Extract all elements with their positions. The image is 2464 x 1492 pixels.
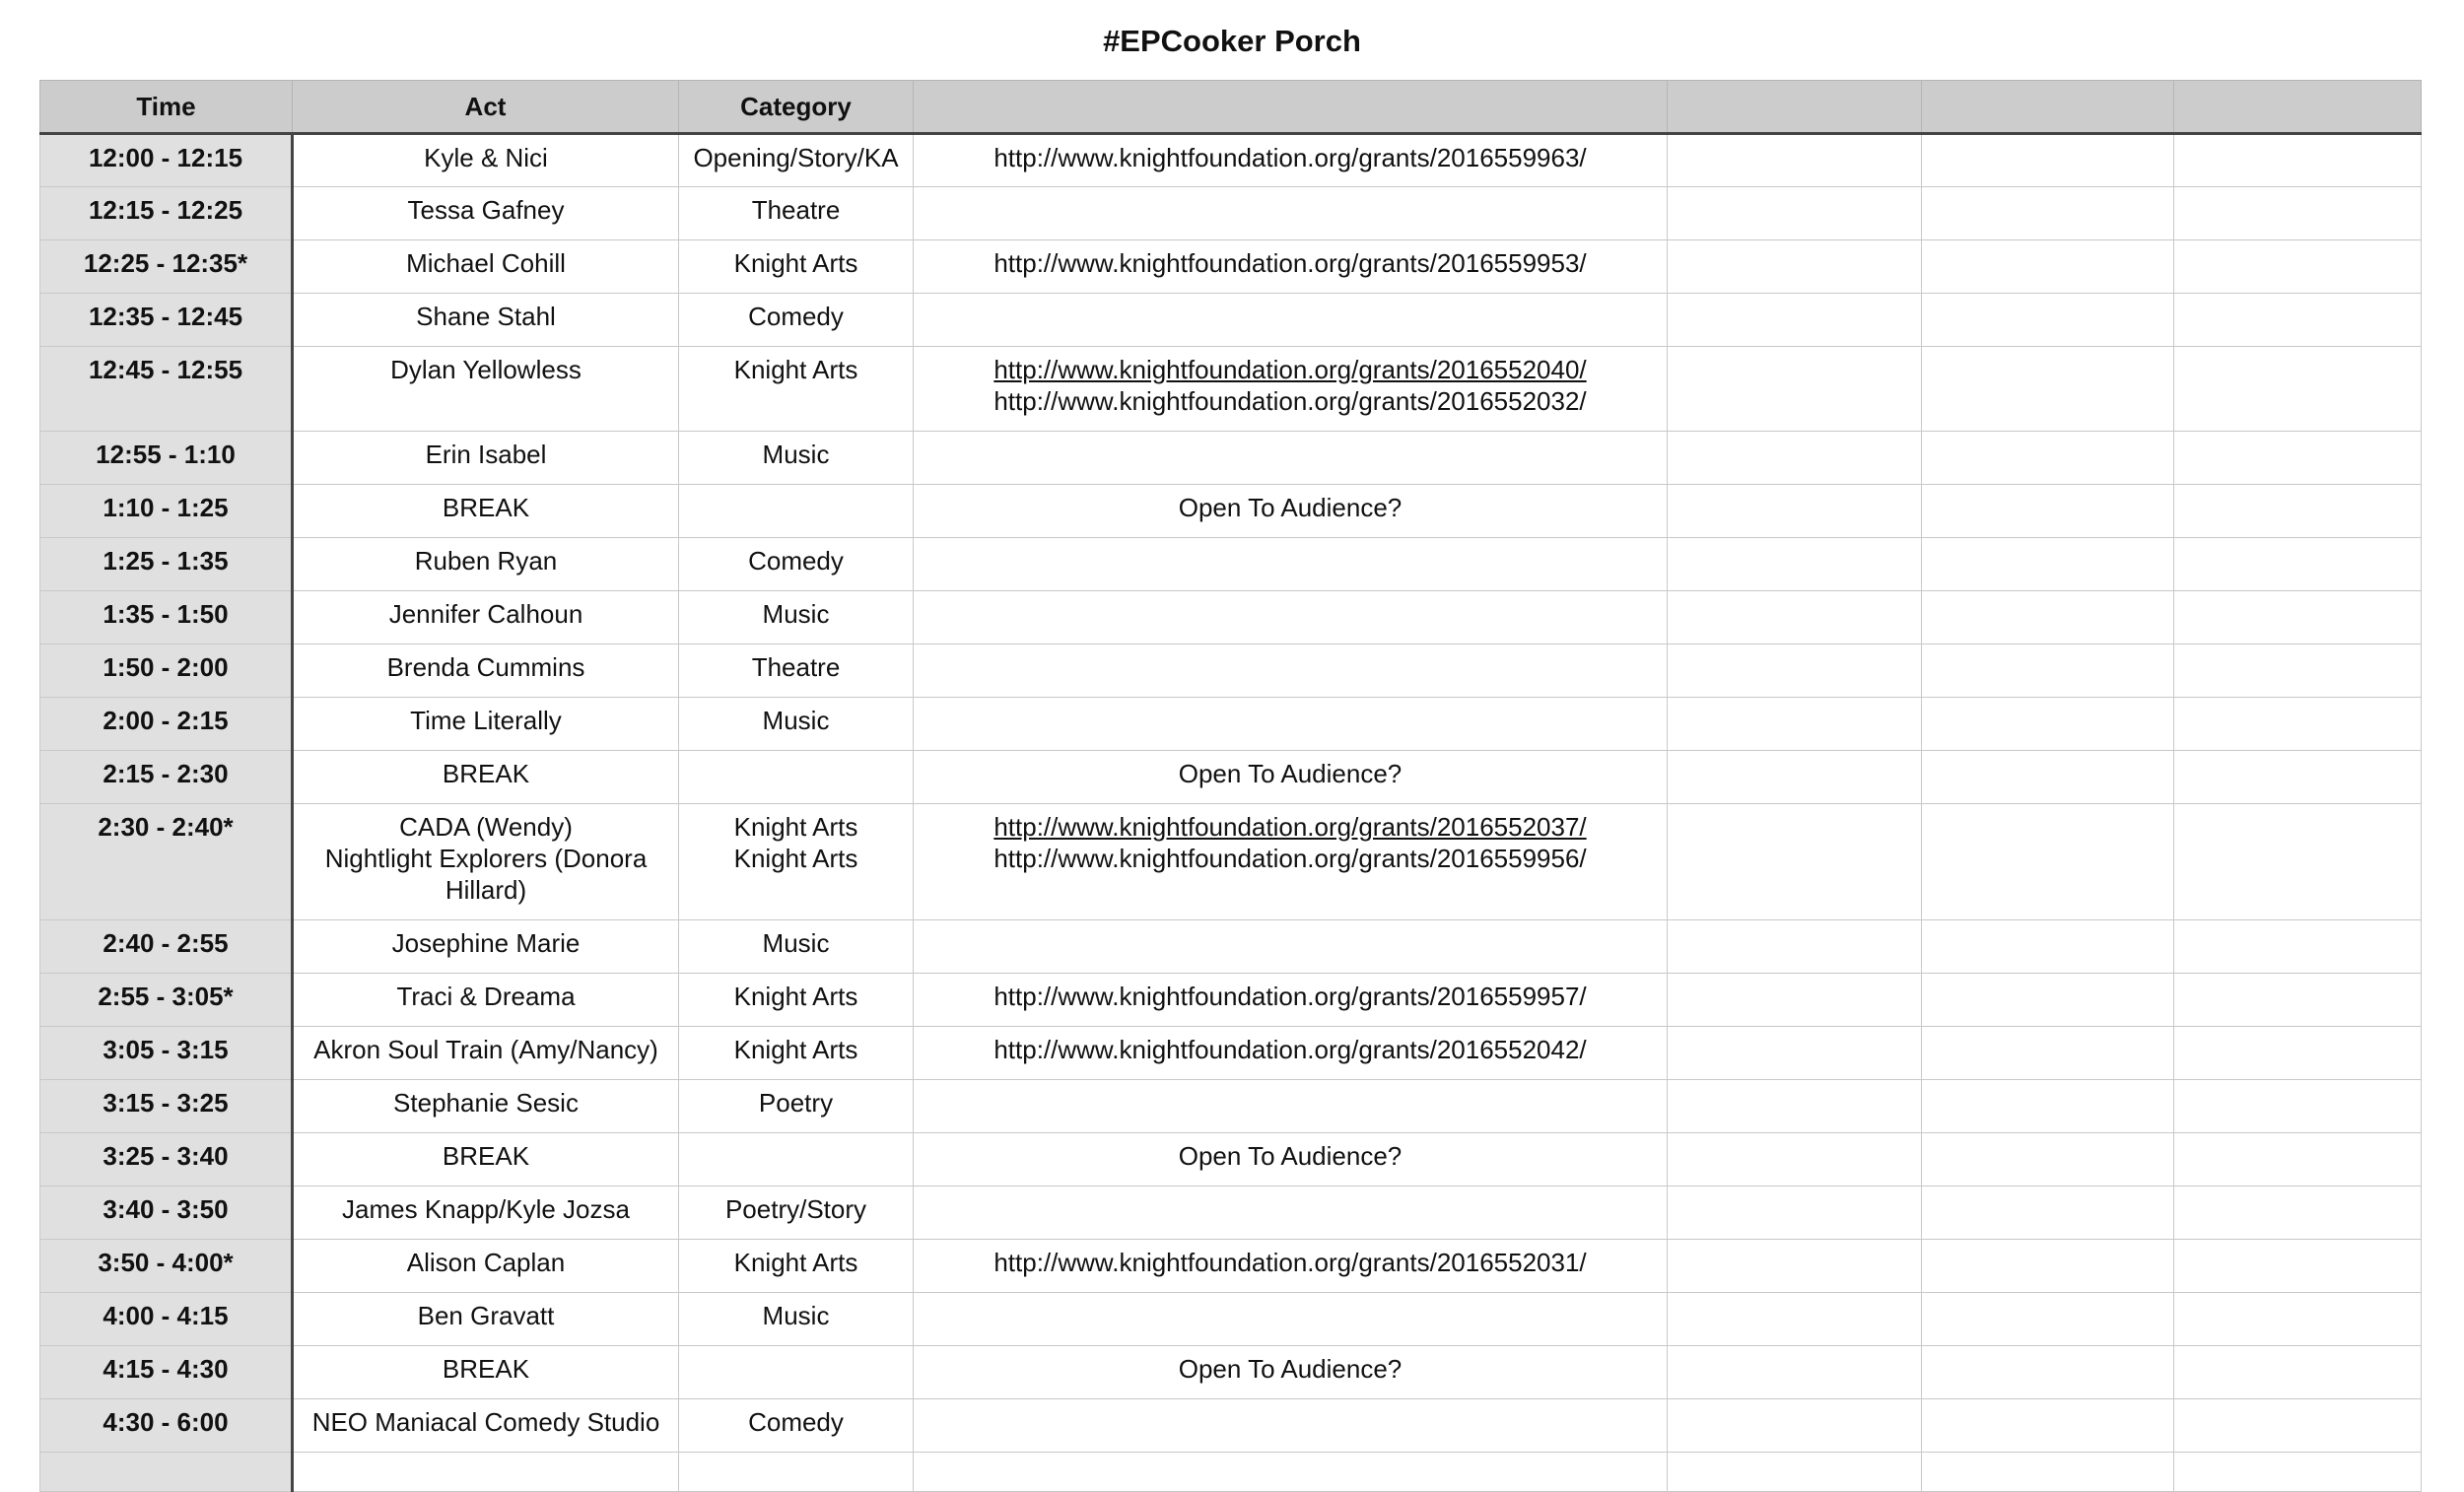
category-line: Theatre bbox=[751, 652, 841, 682]
empty-cell bbox=[1668, 698, 1922, 751]
act-cell bbox=[293, 485, 679, 538]
empty-cell bbox=[1668, 974, 1922, 1027]
act-line: Brenda Cummins bbox=[386, 652, 585, 682]
time-cell: 12:45 - 12:55 bbox=[40, 347, 293, 432]
column-header-blank-5 bbox=[1668, 81, 1922, 134]
grant-link[interactable]: http://www.knightfoundation.org/grants/2016559953/ bbox=[993, 248, 1587, 278]
empty-cell bbox=[1668, 1133, 1922, 1187]
grant-link-cell bbox=[914, 432, 1668, 485]
time-cell: 2:00 - 2:15 bbox=[40, 698, 293, 751]
time-cell: 4:00 - 4:15 bbox=[40, 1293, 293, 1346]
empty-cell bbox=[2174, 804, 2422, 920]
empty-cell bbox=[1922, 644, 2174, 698]
act-cell bbox=[293, 187, 679, 240]
category-line: Knight Arts bbox=[733, 1248, 858, 1277]
act-cell bbox=[293, 1027, 679, 1080]
act-line: Erin Isabel bbox=[425, 440, 547, 469]
grant-link-cell bbox=[914, 134, 1668, 187]
empty-cell bbox=[1668, 294, 1922, 347]
act-cell bbox=[293, 974, 679, 1027]
grant-link-cell bbox=[914, 1027, 1668, 1080]
category-cell bbox=[679, 1240, 914, 1293]
empty-cell bbox=[1668, 1080, 1922, 1133]
table-row bbox=[40, 644, 2422, 698]
table-row bbox=[40, 538, 2422, 591]
empty-cell bbox=[1668, 485, 1922, 538]
empty-cell bbox=[2174, 920, 2422, 974]
grant-link[interactable]: http://www.knightfoundation.org/grants/2016559957/ bbox=[993, 982, 1587, 1011]
category-cell bbox=[679, 920, 914, 974]
break-note-cell bbox=[914, 751, 1668, 804]
act-cell bbox=[293, 591, 679, 644]
empty-cell bbox=[2174, 1080, 2422, 1133]
table-row bbox=[40, 1346, 2422, 1399]
table-row bbox=[40, 804, 2422, 920]
column-header-blank-6 bbox=[1922, 81, 2174, 134]
act-cell bbox=[293, 1399, 679, 1453]
empty-cell bbox=[2174, 591, 2422, 644]
act-line: Time Literally bbox=[410, 706, 562, 735]
act-line: CADA (Wendy) bbox=[399, 812, 573, 842]
empty-cell bbox=[1922, 240, 2174, 294]
category-line: Knight Arts bbox=[733, 982, 858, 1011]
grant-link-cell bbox=[914, 1399, 1668, 1453]
empty-cell bbox=[2174, 1240, 2422, 1293]
grant-link[interactable]: http://www.knightfoundation.org/grants/2016552040/ bbox=[993, 355, 1587, 384]
schedule-table bbox=[39, 80, 2422, 1492]
category-line: Music bbox=[762, 440, 830, 469]
empty-cell bbox=[2174, 1133, 2422, 1187]
category-line: Knight Arts bbox=[733, 844, 858, 873]
empty-cell bbox=[2174, 1293, 2422, 1346]
break-note: Open To Audience? bbox=[1178, 1141, 1403, 1171]
time-cell: 4:15 - 4:30 bbox=[40, 1346, 293, 1399]
grant-link-cell bbox=[914, 1080, 1668, 1133]
category-cell bbox=[679, 1027, 914, 1080]
act-cell bbox=[293, 698, 679, 751]
category-line: Music bbox=[762, 1301, 830, 1330]
grant-link-cell bbox=[914, 187, 1668, 240]
empty-cell bbox=[1922, 347, 2174, 432]
time-cell: 3:50 - 4:00* bbox=[40, 1240, 293, 1293]
break-note-cell bbox=[914, 1133, 1668, 1187]
table-row bbox=[40, 751, 2422, 804]
act-line: Ben Gravatt bbox=[417, 1301, 555, 1330]
empty-cell bbox=[1922, 591, 2174, 644]
table-row bbox=[40, 974, 2422, 1027]
category-line: Music bbox=[762, 599, 830, 629]
category-cell bbox=[679, 1399, 914, 1453]
break-note: Open To Audience? bbox=[1178, 759, 1403, 788]
table-row bbox=[40, 240, 2422, 294]
category-line: Music bbox=[762, 928, 830, 958]
category-cell bbox=[679, 804, 914, 920]
table-row bbox=[40, 591, 2422, 644]
category-cell bbox=[679, 134, 914, 187]
time-cell: 12:35 - 12:45 bbox=[40, 294, 293, 347]
act-cell bbox=[293, 920, 679, 974]
empty-cell bbox=[2174, 294, 2422, 347]
time-cell bbox=[40, 1453, 293, 1492]
category-line: Music bbox=[762, 706, 830, 735]
time-cell: 2:15 - 2:30 bbox=[40, 751, 293, 804]
column-header-category: Category bbox=[679, 81, 914, 134]
category-cell bbox=[679, 974, 914, 1027]
table-row bbox=[40, 1453, 2422, 1492]
column-header-blank-7 bbox=[2174, 81, 2422, 134]
time-cell: 12:00 - 12:15 bbox=[40, 134, 293, 187]
empty-cell bbox=[2174, 538, 2422, 591]
category-line: Poetry/Story bbox=[724, 1194, 867, 1224]
table-row bbox=[40, 134, 2422, 187]
category-cell bbox=[679, 1080, 914, 1133]
table-row bbox=[40, 485, 2422, 538]
column-header-links bbox=[914, 81, 1668, 134]
category-line: Knight Arts bbox=[733, 812, 858, 842]
time-cell: 12:15 - 12:25 bbox=[40, 187, 293, 240]
category-cell bbox=[679, 591, 914, 644]
category-line: Knight Arts bbox=[733, 248, 858, 278]
act-cell bbox=[293, 294, 679, 347]
empty-cell bbox=[2174, 1346, 2422, 1399]
category-cell bbox=[679, 644, 914, 698]
empty-cell bbox=[1922, 1080, 2174, 1133]
act-cell bbox=[293, 751, 679, 804]
category-cell bbox=[679, 1346, 914, 1399]
grant-link[interactable]: http://www.knightfoundation.org/grants/2016552037/ bbox=[993, 812, 1587, 842]
table-row bbox=[40, 432, 2422, 485]
break-note: Open To Audience? bbox=[1178, 1354, 1403, 1384]
act-cell bbox=[293, 1453, 679, 1492]
empty-cell bbox=[2174, 1187, 2422, 1240]
act-line: Stephanie Sesic bbox=[393, 1088, 579, 1118]
empty-cell bbox=[2174, 698, 2422, 751]
time-cell: 1:35 - 1:50 bbox=[40, 591, 293, 644]
category-line: Poetry bbox=[758, 1088, 834, 1118]
break-note: Open To Audience? bbox=[1178, 493, 1403, 522]
time-cell: 3:25 - 3:40 bbox=[40, 1133, 293, 1187]
act-line: Kyle & Nici bbox=[424, 143, 548, 172]
empty-cell bbox=[1668, 1027, 1922, 1080]
act-cell bbox=[293, 134, 679, 187]
act-line: Ruben Ryan bbox=[414, 546, 558, 576]
grant-link-cell bbox=[914, 1240, 1668, 1293]
category-cell bbox=[679, 1133, 914, 1187]
act-line: Tessa Gafney bbox=[407, 195, 565, 225]
category-cell bbox=[679, 1453, 914, 1492]
empty-cell bbox=[1922, 1293, 2174, 1346]
category-line: Comedy bbox=[748, 302, 844, 331]
page-title: #EPCooker Porch bbox=[1103, 24, 1361, 58]
act-line: NEO Maniacal Comedy Studio bbox=[311, 1407, 660, 1437]
act-line: James Knapp/Kyle Jozsa bbox=[342, 1194, 630, 1224]
grant-link-cell bbox=[914, 538, 1668, 591]
empty-cell bbox=[1668, 432, 1922, 485]
category-cell bbox=[679, 1187, 914, 1240]
act-line: Nightlight Explorers (Donora bbox=[324, 844, 648, 873]
act-cell bbox=[293, 1133, 679, 1187]
empty-cell bbox=[1922, 1453, 2174, 1492]
grant-link-cell bbox=[914, 804, 1668, 920]
empty-cell bbox=[2174, 485, 2422, 538]
empty-cell bbox=[1668, 751, 1922, 804]
empty-cell bbox=[2174, 240, 2422, 294]
act-line: Akron Soul Train (Amy/Nancy) bbox=[313, 1035, 658, 1064]
grant-link-cell bbox=[914, 1453, 1668, 1492]
act-line: BREAK bbox=[442, 493, 530, 522]
table-row bbox=[40, 1293, 2422, 1346]
empty-cell bbox=[1668, 134, 1922, 187]
time-cell: 2:55 - 3:05* bbox=[40, 974, 293, 1027]
empty-cell bbox=[1922, 1399, 2174, 1453]
grant-link-cell bbox=[914, 644, 1668, 698]
category-cell bbox=[679, 294, 914, 347]
time-cell: 12:25 - 12:35* bbox=[40, 240, 293, 294]
act-line: BREAK bbox=[442, 1354, 530, 1384]
category-line: Comedy bbox=[748, 1407, 844, 1437]
empty-cell bbox=[1922, 751, 2174, 804]
empty-cell bbox=[1668, 644, 1922, 698]
grant-link[interactable]: http://www.knightfoundation.org/grants/2016559956/ bbox=[993, 844, 1587, 873]
table-row bbox=[40, 1187, 2422, 1240]
time-cell: 3:15 - 3:25 bbox=[40, 1080, 293, 1133]
table-row bbox=[40, 187, 2422, 240]
empty-cell bbox=[1922, 1187, 2174, 1240]
table-row bbox=[40, 1240, 2422, 1293]
grant-link-cell bbox=[914, 974, 1668, 1027]
empty-cell bbox=[1922, 1346, 2174, 1399]
empty-cell bbox=[2174, 347, 2422, 432]
grant-link-cell bbox=[914, 240, 1668, 294]
empty-cell bbox=[1668, 187, 1922, 240]
empty-cell bbox=[2174, 1399, 2422, 1453]
empty-cell bbox=[1922, 698, 2174, 751]
time-cell: 3:05 - 3:15 bbox=[40, 1027, 293, 1080]
category-cell bbox=[679, 538, 914, 591]
table-row bbox=[40, 347, 2422, 432]
empty-cell bbox=[1922, 187, 2174, 240]
grant-link-cell bbox=[914, 698, 1668, 751]
empty-cell bbox=[1668, 1293, 1922, 1346]
grant-link-cell bbox=[914, 347, 1668, 432]
time-cell: 1:10 - 1:25 bbox=[40, 485, 293, 538]
time-cell: 2:30 - 2:40* bbox=[40, 804, 293, 920]
category-cell bbox=[679, 187, 914, 240]
category-cell bbox=[679, 347, 914, 432]
time-cell: 2:40 - 2:55 bbox=[40, 920, 293, 974]
table-row bbox=[40, 1080, 2422, 1133]
grant-link[interactable]: http://www.knightfoundation.org/grants/2016552031/ bbox=[993, 1248, 1587, 1277]
empty-cell bbox=[1668, 1240, 1922, 1293]
act-line: Jennifer Calhoun bbox=[388, 599, 583, 629]
grant-link[interactable]: http://www.knightfoundation.org/grants/2016559963/ bbox=[993, 143, 1587, 172]
category-cell bbox=[679, 1293, 914, 1346]
grant-link-cell bbox=[914, 920, 1668, 974]
table-row bbox=[40, 294, 2422, 347]
header-row bbox=[40, 81, 2422, 134]
time-cell: 1:50 - 2:00 bbox=[40, 644, 293, 698]
time-cell: 1:25 - 1:35 bbox=[40, 538, 293, 591]
grant-link-cell bbox=[914, 1187, 1668, 1240]
category-cell bbox=[679, 432, 914, 485]
empty-cell bbox=[1668, 538, 1922, 591]
time-cell: 12:55 - 1:10 bbox=[40, 432, 293, 485]
empty-cell bbox=[1668, 1399, 1922, 1453]
act-cell bbox=[293, 432, 679, 485]
act-line: Shane Stahl bbox=[416, 302, 556, 331]
table-row bbox=[40, 920, 2422, 974]
empty-cell bbox=[2174, 1453, 2422, 1492]
act-line: Josephine Marie bbox=[391, 928, 581, 958]
time-cell: 4:30 - 6:00 bbox=[40, 1399, 293, 1453]
grant-link[interactable]: http://www.knightfoundation.org/grants/2016552032/ bbox=[993, 386, 1587, 416]
act-cell bbox=[293, 1080, 679, 1133]
column-header-time: Time bbox=[40, 81, 293, 134]
empty-cell bbox=[2174, 187, 2422, 240]
empty-cell bbox=[1668, 920, 1922, 974]
empty-cell bbox=[2174, 974, 2422, 1027]
empty-cell bbox=[1922, 432, 2174, 485]
empty-cell bbox=[1668, 804, 1922, 920]
empty-cell bbox=[1922, 294, 2174, 347]
empty-cell bbox=[1668, 240, 1922, 294]
act-cell bbox=[293, 804, 679, 920]
empty-cell bbox=[1922, 134, 2174, 187]
category-line: Opening/Story/KA bbox=[693, 143, 899, 172]
act-line: Dylan Yellowless bbox=[390, 355, 582, 384]
empty-cell bbox=[1922, 804, 2174, 920]
act-cell bbox=[293, 240, 679, 294]
act-cell bbox=[293, 644, 679, 698]
empty-cell bbox=[1922, 974, 2174, 1027]
empty-cell bbox=[2174, 1027, 2422, 1080]
act-cell bbox=[293, 1240, 679, 1293]
act-cell bbox=[293, 1346, 679, 1399]
empty-cell bbox=[1668, 1187, 1922, 1240]
act-cell bbox=[293, 347, 679, 432]
empty-cell bbox=[1668, 591, 1922, 644]
grant-link-cell bbox=[914, 591, 1668, 644]
category-cell bbox=[679, 240, 914, 294]
act-line: Traci & Dreama bbox=[396, 982, 576, 1011]
act-cell bbox=[293, 1187, 679, 1240]
act-line: BREAK bbox=[442, 1141, 530, 1171]
empty-cell bbox=[2174, 432, 2422, 485]
grant-link[interactable]: http://www.knightfoundation.org/grants/2016552042/ bbox=[993, 1035, 1587, 1064]
empty-cell bbox=[2174, 644, 2422, 698]
grant-link-cell bbox=[914, 294, 1668, 347]
time-cell: 3:40 - 3:50 bbox=[40, 1187, 293, 1240]
break-note-cell bbox=[914, 1346, 1668, 1399]
empty-cell bbox=[1668, 1346, 1922, 1399]
empty-cell bbox=[2174, 751, 2422, 804]
category-line: Knight Arts bbox=[733, 355, 858, 384]
table-row bbox=[40, 1027, 2422, 1080]
category-cell bbox=[679, 698, 914, 751]
table-row bbox=[40, 698, 2422, 751]
column-header-act: Act bbox=[293, 81, 679, 134]
table-row bbox=[40, 1133, 2422, 1187]
category-cell bbox=[679, 485, 914, 538]
act-line: Michael Cohill bbox=[406, 248, 566, 278]
empty-cell bbox=[1668, 1453, 1922, 1492]
empty-cell bbox=[1922, 1133, 2174, 1187]
category-cell bbox=[679, 751, 914, 804]
category-line: Knight Arts bbox=[733, 1035, 858, 1064]
grant-link-cell bbox=[914, 1293, 1668, 1346]
act-line: BREAK bbox=[442, 759, 530, 788]
act-line: Alison Caplan bbox=[406, 1248, 566, 1277]
act-cell bbox=[293, 1293, 679, 1346]
empty-cell bbox=[1922, 1027, 2174, 1080]
empty-cell bbox=[2174, 134, 2422, 187]
empty-cell bbox=[1922, 538, 2174, 591]
empty-cell bbox=[1922, 920, 2174, 974]
empty-cell bbox=[1922, 485, 2174, 538]
category-line: Comedy bbox=[748, 546, 844, 576]
act-cell bbox=[293, 538, 679, 591]
table-row bbox=[40, 1399, 2422, 1453]
empty-cell bbox=[1922, 1240, 2174, 1293]
empty-cell bbox=[1668, 347, 1922, 432]
act-line: Hillard) bbox=[445, 875, 527, 905]
category-line: Theatre bbox=[751, 195, 841, 225]
break-note-cell bbox=[914, 485, 1668, 538]
